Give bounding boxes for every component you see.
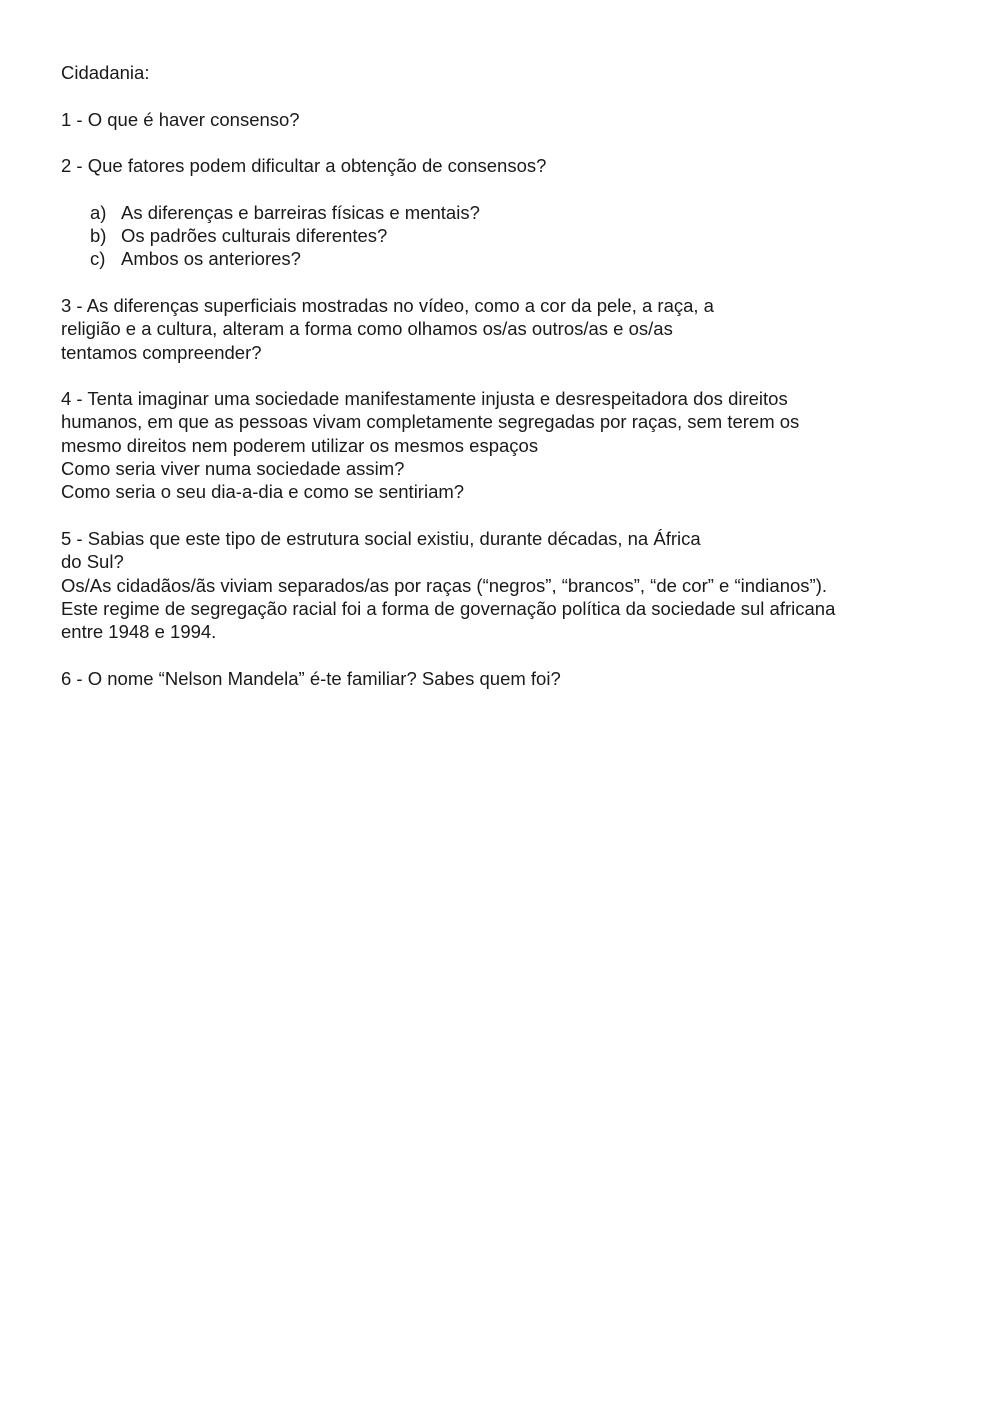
question-3-line: 3 - As diferenças superficiais mostradas no vídeo, como a cor da pele, a raça, a	[61, 294, 714, 316]
question-4	[61, 387, 941, 503]
question-2-options	[61, 201, 941, 271]
option-b-marker: b)	[90, 225, 107, 247]
question-4-line: humanos, em que as pessoas vivam completamente segregadas por raças, sem terem os	[61, 411, 800, 433]
option-c	[61, 247, 941, 270]
question-5-line: Este regime de segregação racial foi a forma de governação política da sociedade sul africana	[61, 597, 836, 619]
question-3	[61, 294, 941, 364]
question-6	[61, 667, 941, 690]
option-a	[61, 201, 941, 224]
question-3-line: tentamos compreender?	[61, 341, 262, 363]
question-4-line: 4 - Tenta imaginar uma sociedade manifestamente injusta e desrespeitadora dos direitos	[61, 388, 788, 410]
question-4-line: Como seria o seu dia-a-dia e como se sentiriam?	[61, 481, 465, 503]
question-3-line: religião e a cultura, alteram a forma como olhamos os/as outros/as e os/as	[61, 318, 673, 340]
question-2-line: 2 - Que fatores podem dificultar a obtenção de consensos?	[61, 155, 547, 177]
worksheet-heading	[61, 61, 941, 84]
option-b-text: Os padrões culturais diferentes?	[121, 225, 388, 247]
worksheet-content	[61, 61, 941, 713]
question-5	[61, 527, 941, 643]
option-b	[61, 224, 941, 247]
question-5-line: do Sul?	[61, 551, 124, 573]
question-4-line: Como seria viver numa sociedade assim?	[61, 458, 405, 480]
question-6-line: 6 - O nome “Nelson Mandela” é-te familiar? Sabes quem foi?	[61, 667, 561, 689]
question-5-line: 5 - Sabias que este tipo de estrutura social existiu, durante décadas, na África	[61, 527, 701, 549]
question-5-line: Os/As cidadãos/ãs viviam separados/as por raças (“negros”, “brancos”, “de cor” e “indianos”).	[61, 574, 827, 596]
option-c-text: Ambos os anteriores?	[121, 248, 301, 270]
question-4-line: mesmo direitos nem poderem utilizar os mesmos espaços	[61, 434, 539, 456]
question-5-line: entre 1948 e 1994.	[61, 621, 217, 643]
option-a-marker: a)	[90, 201, 107, 223]
question-1	[61, 108, 941, 131]
question-2	[61, 154, 941, 177]
option-c-marker: c)	[90, 248, 106, 270]
question-1-line: 1 - O que é haver consenso?	[61, 108, 300, 130]
heading-text: Cidadania:	[61, 62, 150, 83]
option-a-text: As diferenças e barreiras físicas e mentais?	[121, 201, 480, 223]
